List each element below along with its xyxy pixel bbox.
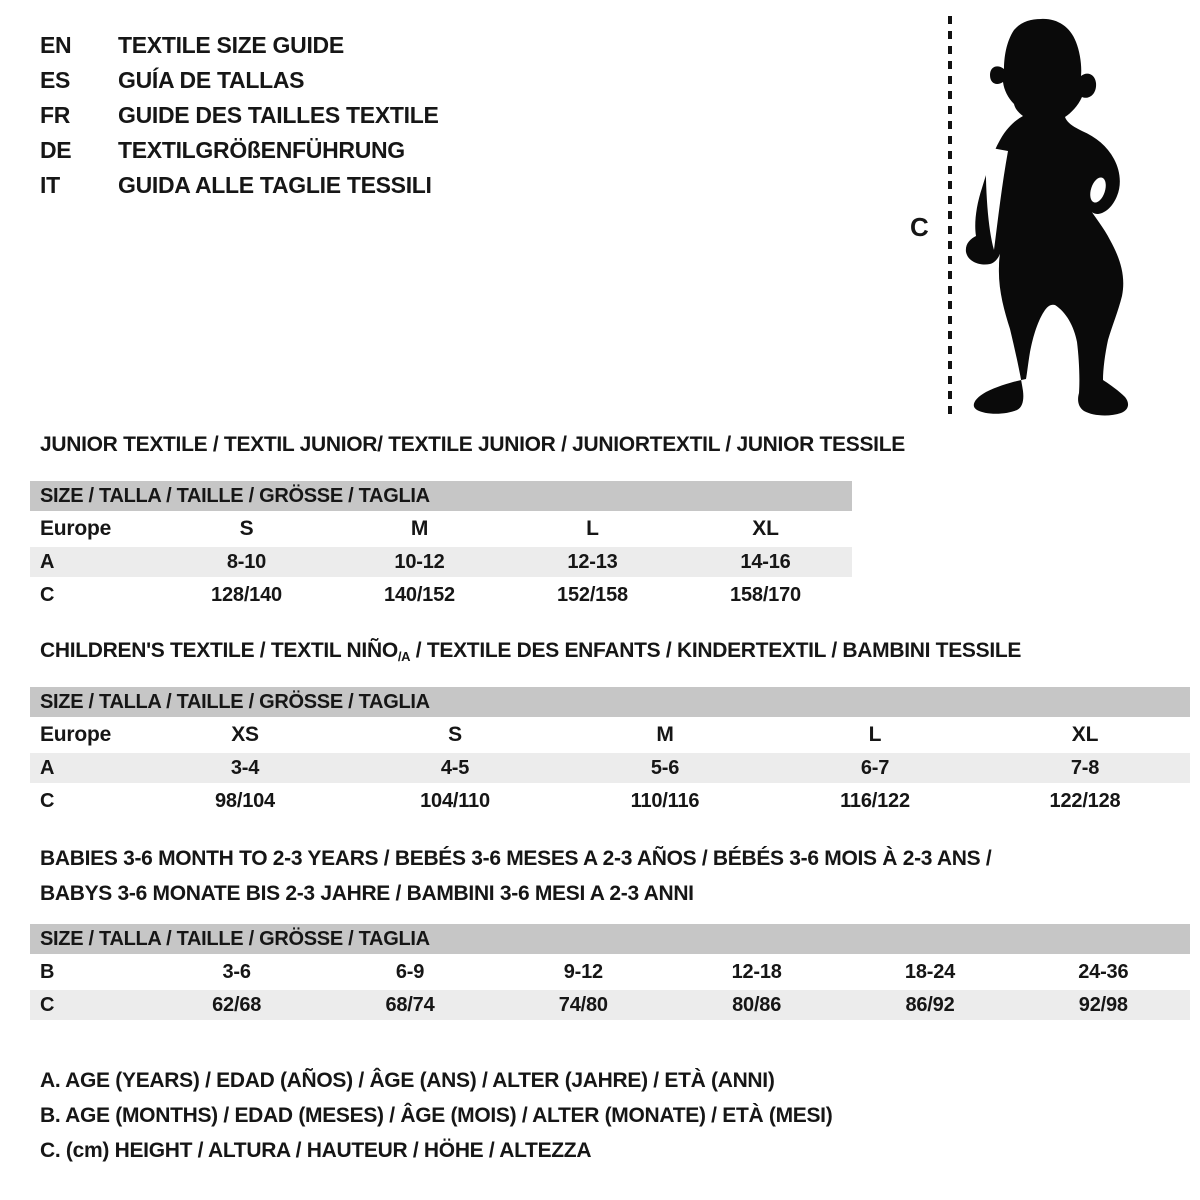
junior-size-table bbox=[30, 481, 852, 610]
language-code: ES bbox=[40, 67, 71, 93]
children-size-table bbox=[30, 687, 1190, 816]
language-label: GUÍA DE TALLAS bbox=[118, 67, 305, 93]
cell-value: 9-12 bbox=[563, 960, 603, 983]
cell-value: 62/68 bbox=[212, 993, 262, 1016]
row-label: A bbox=[40, 550, 55, 573]
cell-value: 98/104 bbox=[215, 789, 275, 812]
size-header-bar: SIZE / TALLA / TAILLE / GRÖSSE / TAGLIA bbox=[30, 687, 1190, 717]
language-label: TEXTILGRÖßENFÜHRUNG bbox=[118, 137, 405, 163]
column-header: L bbox=[586, 517, 599, 540]
column-header: XL bbox=[752, 517, 779, 540]
table-row bbox=[30, 514, 852, 544]
table-row bbox=[30, 753, 1190, 783]
table-row bbox=[30, 580, 852, 610]
column-header: XS bbox=[231, 723, 259, 746]
toddler-silhouette-icon bbox=[958, 14, 1143, 420]
cell-value: 110/116 bbox=[630, 789, 700, 812]
language-row bbox=[40, 63, 439, 98]
cell-value: 7-8 bbox=[1070, 756, 1100, 779]
cell-value: 104/110 bbox=[420, 789, 490, 812]
column-header: XL bbox=[1071, 723, 1099, 746]
babies-section-title bbox=[40, 841, 991, 911]
column-header: L bbox=[868, 723, 882, 746]
children-section-title bbox=[40, 639, 1021, 664]
cell-value: 12-18 bbox=[731, 960, 782, 983]
cell-value: 152/158 bbox=[557, 583, 628, 606]
table-row bbox=[30, 547, 852, 577]
cell-value: 4-5 bbox=[440, 756, 470, 779]
cell-value: 6-7 bbox=[860, 756, 890, 779]
cell-value: 8-10 bbox=[226, 550, 267, 573]
cell-value: 3-4 bbox=[230, 756, 260, 779]
row-label: C bbox=[40, 993, 55, 1016]
language-list bbox=[40, 28, 439, 203]
language-label: TEXTILE SIZE GUIDE bbox=[118, 32, 344, 58]
cell-value: 128/140 bbox=[211, 583, 282, 606]
language-label: GUIDE DES TAILLES TEXTILE bbox=[118, 102, 439, 128]
babies-title-line1: BABIES 3-6 MONTH TO 2-3 YEARS / BEBÉS 3-6 MESES A 2-3 AÑOS / BÉBÉS 3-6 MOIS À 2-3 ANS / bbox=[40, 847, 992, 870]
language-label: GUIDA ALLE TAGLIE TESSILI bbox=[118, 172, 432, 198]
column-header: Europe bbox=[40, 517, 112, 540]
row-label: C bbox=[40, 583, 55, 606]
babies-size-table bbox=[30, 924, 1190, 1020]
language-row bbox=[40, 133, 439, 168]
cell-value: 18-24 bbox=[904, 960, 956, 983]
column-header: S bbox=[239, 517, 254, 540]
children-title-suffix: / TEXTILE DES ENFANTS / KINDERTEXTIL / BAMBINI TESSILE bbox=[410, 639, 1022, 662]
cell-value: 140/152 bbox=[384, 583, 455, 606]
children-title-prefix: CHILDREN'S TEXTILE / TEXTIL NIÑO bbox=[40, 639, 398, 662]
size-header-bar: SIZE / TALLA / TAILLE / GRÖSSE / TAGLIA bbox=[30, 924, 1190, 954]
column-header: M bbox=[410, 517, 429, 540]
cell-value: 80/86 bbox=[732, 993, 782, 1016]
legend-line-a: A. AGE (YEARS) / EDAD (AÑOS) / ÂGE (ANS) / ALTER (JAHRE) / ETÀ (ANNI) bbox=[40, 1069, 775, 1092]
cell-value: 3-6 bbox=[222, 960, 251, 983]
row-label: C bbox=[40, 789, 55, 812]
legend-line-b: B. AGE (MONTHS) / EDAD (MESES) / ÂGE (MOIS) / ALTER (MONATE) / ETÀ (MESI) bbox=[40, 1104, 833, 1127]
language-code: FR bbox=[40, 102, 71, 128]
column-header: S bbox=[448, 723, 462, 746]
legend-line-c: C. (cm) HEIGHT / ALTURA / HAUTEUR / HÖHE / ALTEZZA bbox=[40, 1139, 592, 1162]
cell-value: 92/98 bbox=[1078, 993, 1128, 1016]
cell-value: 158/170 bbox=[730, 583, 801, 606]
cell-value: 6-9 bbox=[395, 960, 425, 983]
height-measure-line bbox=[948, 16, 952, 416]
column-header: Europe bbox=[40, 723, 112, 746]
legend bbox=[40, 1063, 832, 1168]
cell-value: 12-13 bbox=[567, 550, 618, 573]
children-title-subscript: /A bbox=[397, 649, 411, 664]
cell-value: 24-36 bbox=[1078, 960, 1129, 983]
cell-value: 116/122 bbox=[840, 789, 910, 812]
language-code: DE bbox=[40, 137, 72, 163]
row-label: B bbox=[40, 960, 55, 983]
cell-value: 10-12 bbox=[394, 550, 445, 573]
language-code: IT bbox=[40, 172, 60, 198]
column-header: M bbox=[656, 723, 674, 746]
table-row bbox=[30, 786, 1190, 816]
size-header-bar: SIZE / TALLA / TAILLE / GRÖSSE / TAGLIA bbox=[30, 481, 852, 511]
table-row bbox=[30, 990, 1190, 1020]
cell-value: 5-6 bbox=[650, 756, 680, 779]
cell-value: 68/74 bbox=[385, 993, 435, 1016]
language-row bbox=[40, 98, 439, 133]
cell-value: 14-16 bbox=[740, 550, 791, 573]
babies-title-line2: BABYS 3-6 MONATE BIS 2-3 JAHRE / BAMBINI 3-6 MESI A 2-3 ANNI bbox=[40, 882, 694, 905]
table-row bbox=[30, 957, 1190, 987]
row-label: A bbox=[40, 756, 55, 779]
cell-value: 122/128 bbox=[1049, 789, 1121, 812]
cell-value: 74/80 bbox=[558, 993, 608, 1016]
cell-value: 86/92 bbox=[905, 993, 955, 1016]
language-code: EN bbox=[40, 32, 72, 58]
junior-section-title: JUNIOR TEXTILE / TEXTIL JUNIOR/ TEXTILE JUNIOR / JUNIORTEXTIL / JUNIOR TESSILE bbox=[40, 433, 905, 456]
language-row bbox=[40, 28, 439, 63]
table-row bbox=[30, 720, 1190, 750]
language-row bbox=[40, 168, 439, 203]
height-measure-label: C bbox=[910, 212, 929, 242]
